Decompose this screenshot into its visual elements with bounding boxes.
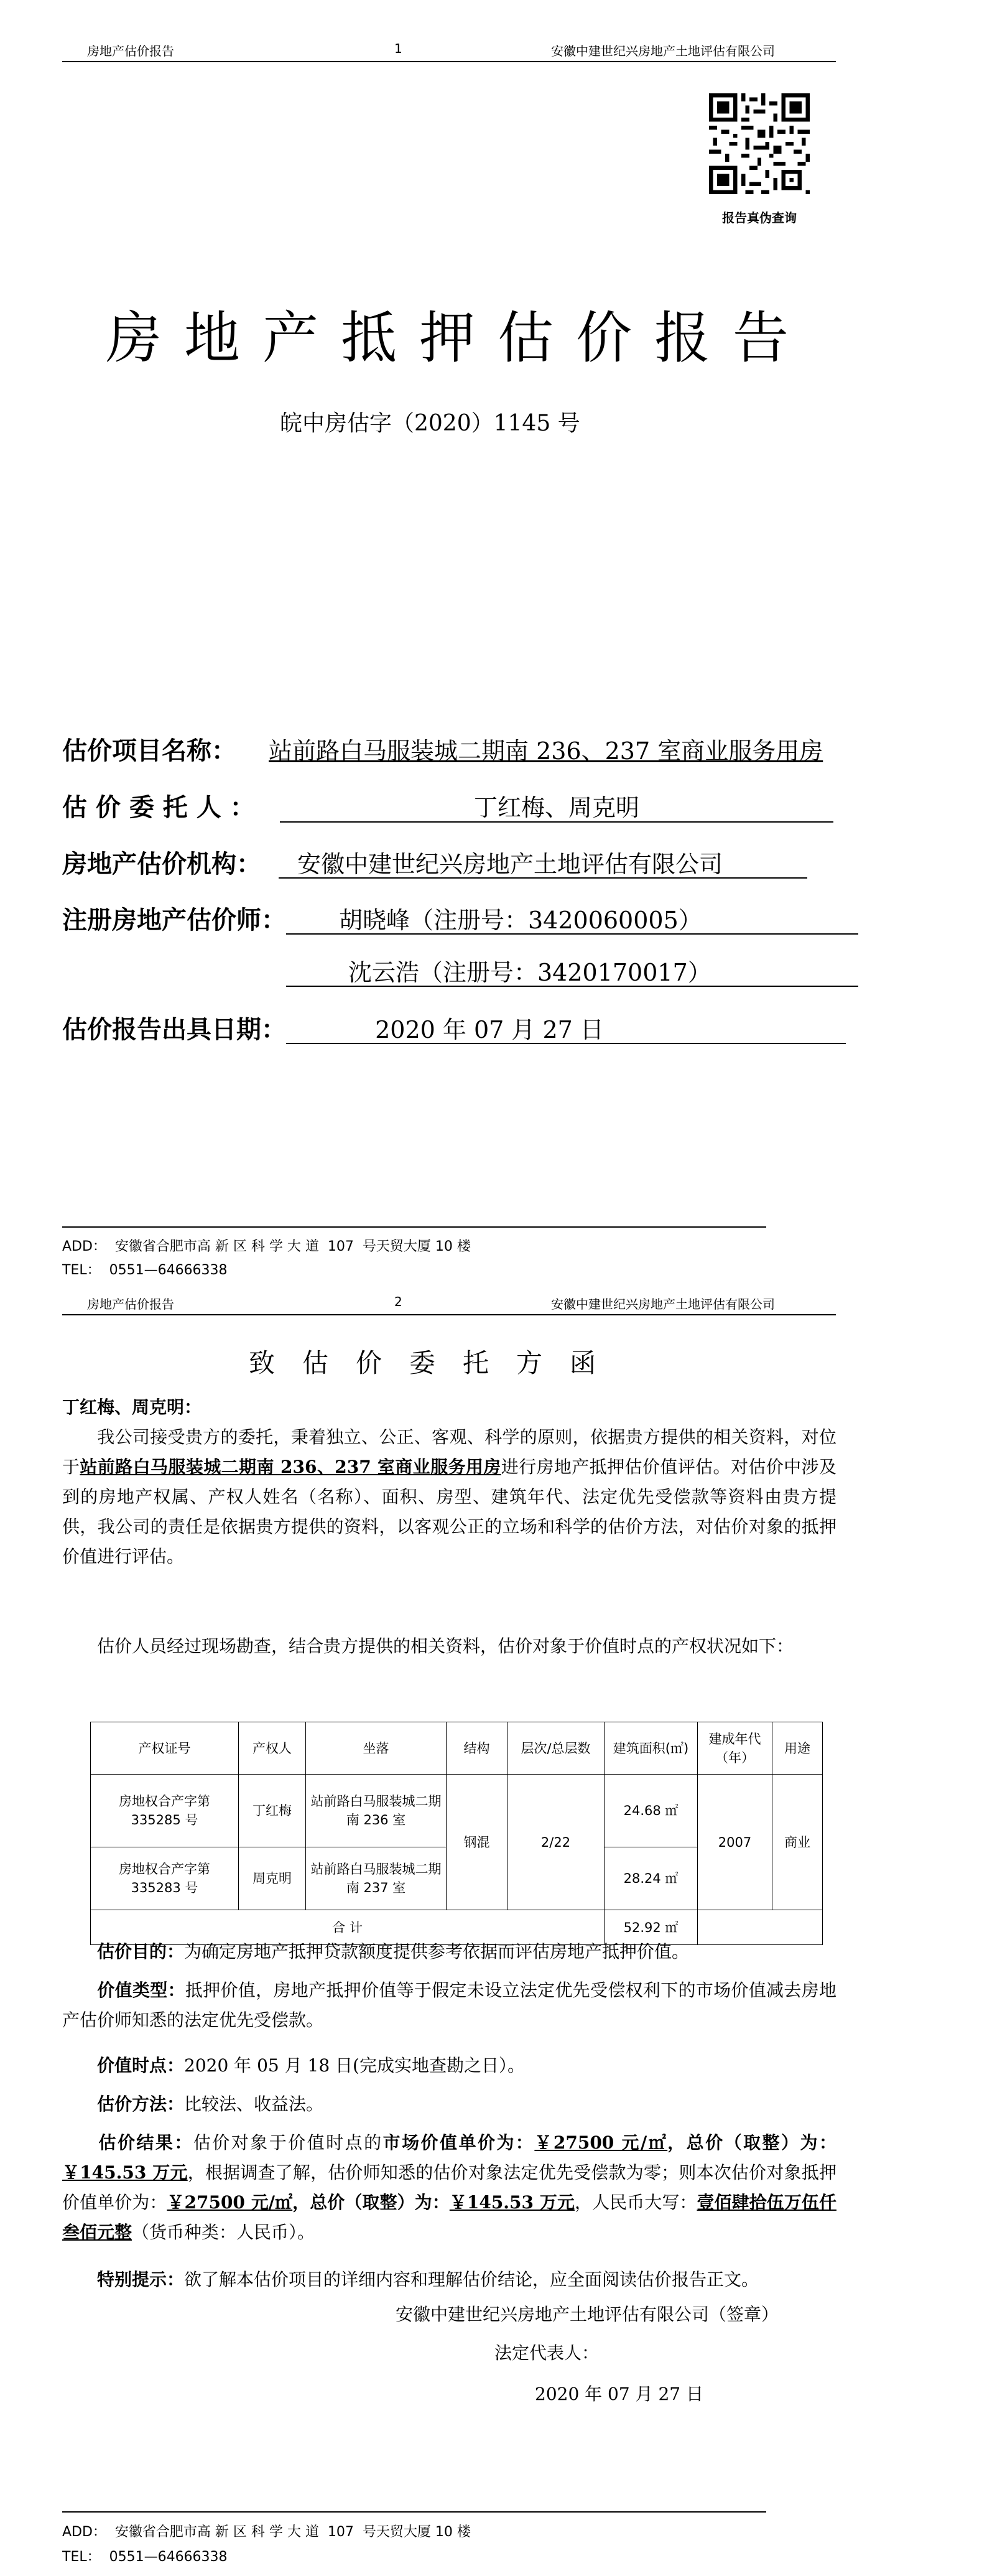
appraiser2-value: 沈云浩（注册号：3420170017） — [348, 959, 711, 986]
signature-company: 安徽中建世纪兴房地产土地评估有限公司（签章） — [396, 2304, 779, 2325]
cell-use: 商业 — [772, 1775, 823, 1910]
cell-total-area: 52.92 ㎡ — [605, 1910, 698, 1945]
footer-address-p2: ADD： 安徽省合肥市高 新 区 科 学 大 道 107 号天贸大厦 10 楼 — [62, 2524, 471, 2540]
appraiser1-value: 胡晓峰（注册号：3420060005） — [339, 907, 702, 934]
letter-salutation: 丁红梅、周克明： — [62, 1397, 202, 1417]
page-number: 1 — [394, 41, 402, 56]
header-left: 房地产估价报告 — [87, 44, 174, 58]
qr-caption: 报告真伪查询 — [722, 210, 797, 225]
table-header-row — [91, 1722, 823, 1775]
page-number-p2: 2 — [394, 1294, 402, 1309]
cell-area: 28.24 ㎡ — [605, 1847, 698, 1910]
property-rights-table — [90, 1722, 823, 1945]
footer-rule — [62, 1226, 766, 1228]
table-row — [91, 1775, 823, 1847]
qr-code-icon[interactable] — [709, 93, 810, 194]
appraiser-label: 注册房地产估价师： — [62, 906, 286, 935]
letter-paragraph-2: 估价人员经过现场勘查，结合贵方提供的相关资料，估价对象于价值时点的产权状况如下： — [97, 1636, 794, 1656]
cell-total-label: 合 计 — [91, 1910, 605, 1945]
signature-representative: 法定代表人： — [494, 2343, 600, 2363]
th-structure: 结构 — [447, 1722, 507, 1775]
letter-paragraph-1: 我公司接受贵方的委托，秉着独立、公正、客观、科学的原则，依据贵方提供的相关资料，对位于站前路白马服装城二期南 236、237 室商业服务用房进行房地产抵押估价值评估。对估价中涉及到的房地产权属、产权人姓名（名称）、面积、房型、建筑年代、法定优先受偿款等资料由贵方提供，我公司的责任是依据贵方提供的资料，以客观公正的立场和科学的估价方法，对估价对象的抵押价值进行评估。 — [62, 1427, 836, 1567]
cell-floors: 2/22 — [507, 1775, 605, 1910]
project-value: 站前路白马服装城二期南 236、237 室商业服务用房 — [269, 737, 823, 765]
letter-title: 致估价委托方函 — [249, 1348, 624, 1378]
report-doc-number: 皖中房估字（2020）1145 号 — [280, 411, 580, 436]
header-rule — [62, 61, 836, 62]
valuation-method: 估价方法：比较法、收益法。 — [97, 2094, 324, 2114]
value-type: 价值类型：抵押价值，房地产抵押价值等于假定未设立法定优先受偿权利下的市场价值减去房地产估价师知悉的法定优先受偿款。 — [62, 1980, 836, 2030]
cell-cert: 房地权合产字第 335285 号 — [91, 1775, 239, 1847]
report-title: 房地产抵押估价报告 — [106, 306, 811, 371]
th-owner: 产权人 — [239, 1722, 306, 1775]
cell-owner: 丁红梅 — [239, 1775, 306, 1847]
th-floors: 层次/总层数 — [507, 1722, 605, 1775]
client-value: 丁红梅、周克明 — [473, 794, 639, 821]
header-company: 安徽中建世纪兴房地产土地评估有限公司 — [551, 44, 775, 58]
cell-owner: 周克明 — [239, 1847, 306, 1910]
header-company-p2: 安徽中建世纪兴房地产土地评估有限公司 — [551, 1297, 775, 1312]
cell-year: 2007 — [698, 1775, 772, 1910]
cell-cert: 房地权合产字第 335283 号 — [91, 1847, 239, 1910]
cell-structure: 钢混 — [447, 1775, 507, 1910]
th-use: 用途 — [772, 1722, 823, 1775]
date-label: 估价报告出具日期： — [62, 1015, 286, 1044]
footer-tel-p2: TEL： 0551—64666338 — [62, 2549, 228, 2565]
value-time: 价值时点：2020 年 05 月 18 日(完成实地查勘之日）。 — [97, 2055, 525, 2076]
project-label: 估价项目名称： — [62, 737, 236, 765]
th-location: 坐落 — [306, 1722, 447, 1775]
special-note: 特别提示：欲了解本估价项目的详细内容和理解估价结论，应全面阅读估价报告正文。 — [97, 2269, 759, 2290]
signature-date: 2020 年 07 月 27 日 — [535, 2384, 704, 2404]
agency-value: 安徽中建世纪兴房地产土地评估有限公司 — [297, 851, 723, 878]
footer-tel: TEL： 0551—64666338 — [62, 1262, 228, 1278]
valuation-result: 估价结果：估价对象于价值时点的市场价值单价为：￥27500 元/㎡，总价（取整）为：￥145.53 万元，根据调查了解，估价师知悉的估价对象法定优先受偿款为零；则本次估价对象抵押价值单价为：￥27500 元/㎡，总价（取整）为：￥145.53 万元，人民币大写：壹佰肆拾伍万伍仟叁佰元整（货币种类：人民币）。 — [62, 2132, 836, 2242]
cell-area: 24.68 ㎡ — [605, 1775, 698, 1847]
cell-location: 站前路白马服装城二期南 236 室 — [306, 1775, 447, 1847]
header-left-p2: 房地产估价报告 — [87, 1297, 174, 1312]
footer-rule-p2 — [62, 2511, 766, 2513]
client-label: 估 价 委 托 人 ： — [62, 793, 255, 822]
th-year: 建成年代（年） — [698, 1722, 772, 1775]
cell-location: 站前路白马服装城二期南 237 室 — [306, 1847, 447, 1910]
footer-address: ADD： 安徽省合肥市高 新 区 科 学 大 道 107 号天贸大厦 10 楼 — [62, 1239, 471, 1254]
agency-label: 房地产估价机构： — [62, 850, 261, 879]
th-cert: 产权证号 — [91, 1722, 239, 1775]
valuation-purpose: 估价目的：为确定房地产抵押贷款额度提供参考依据而评估房地产抵押价值。 — [97, 1941, 690, 1962]
th-area: 建筑面积(㎡) — [605, 1722, 698, 1775]
date-value: 2020 年 07 月 27 日 — [375, 1016, 604, 1043]
header-rule-p2 — [62, 1314, 836, 1315]
